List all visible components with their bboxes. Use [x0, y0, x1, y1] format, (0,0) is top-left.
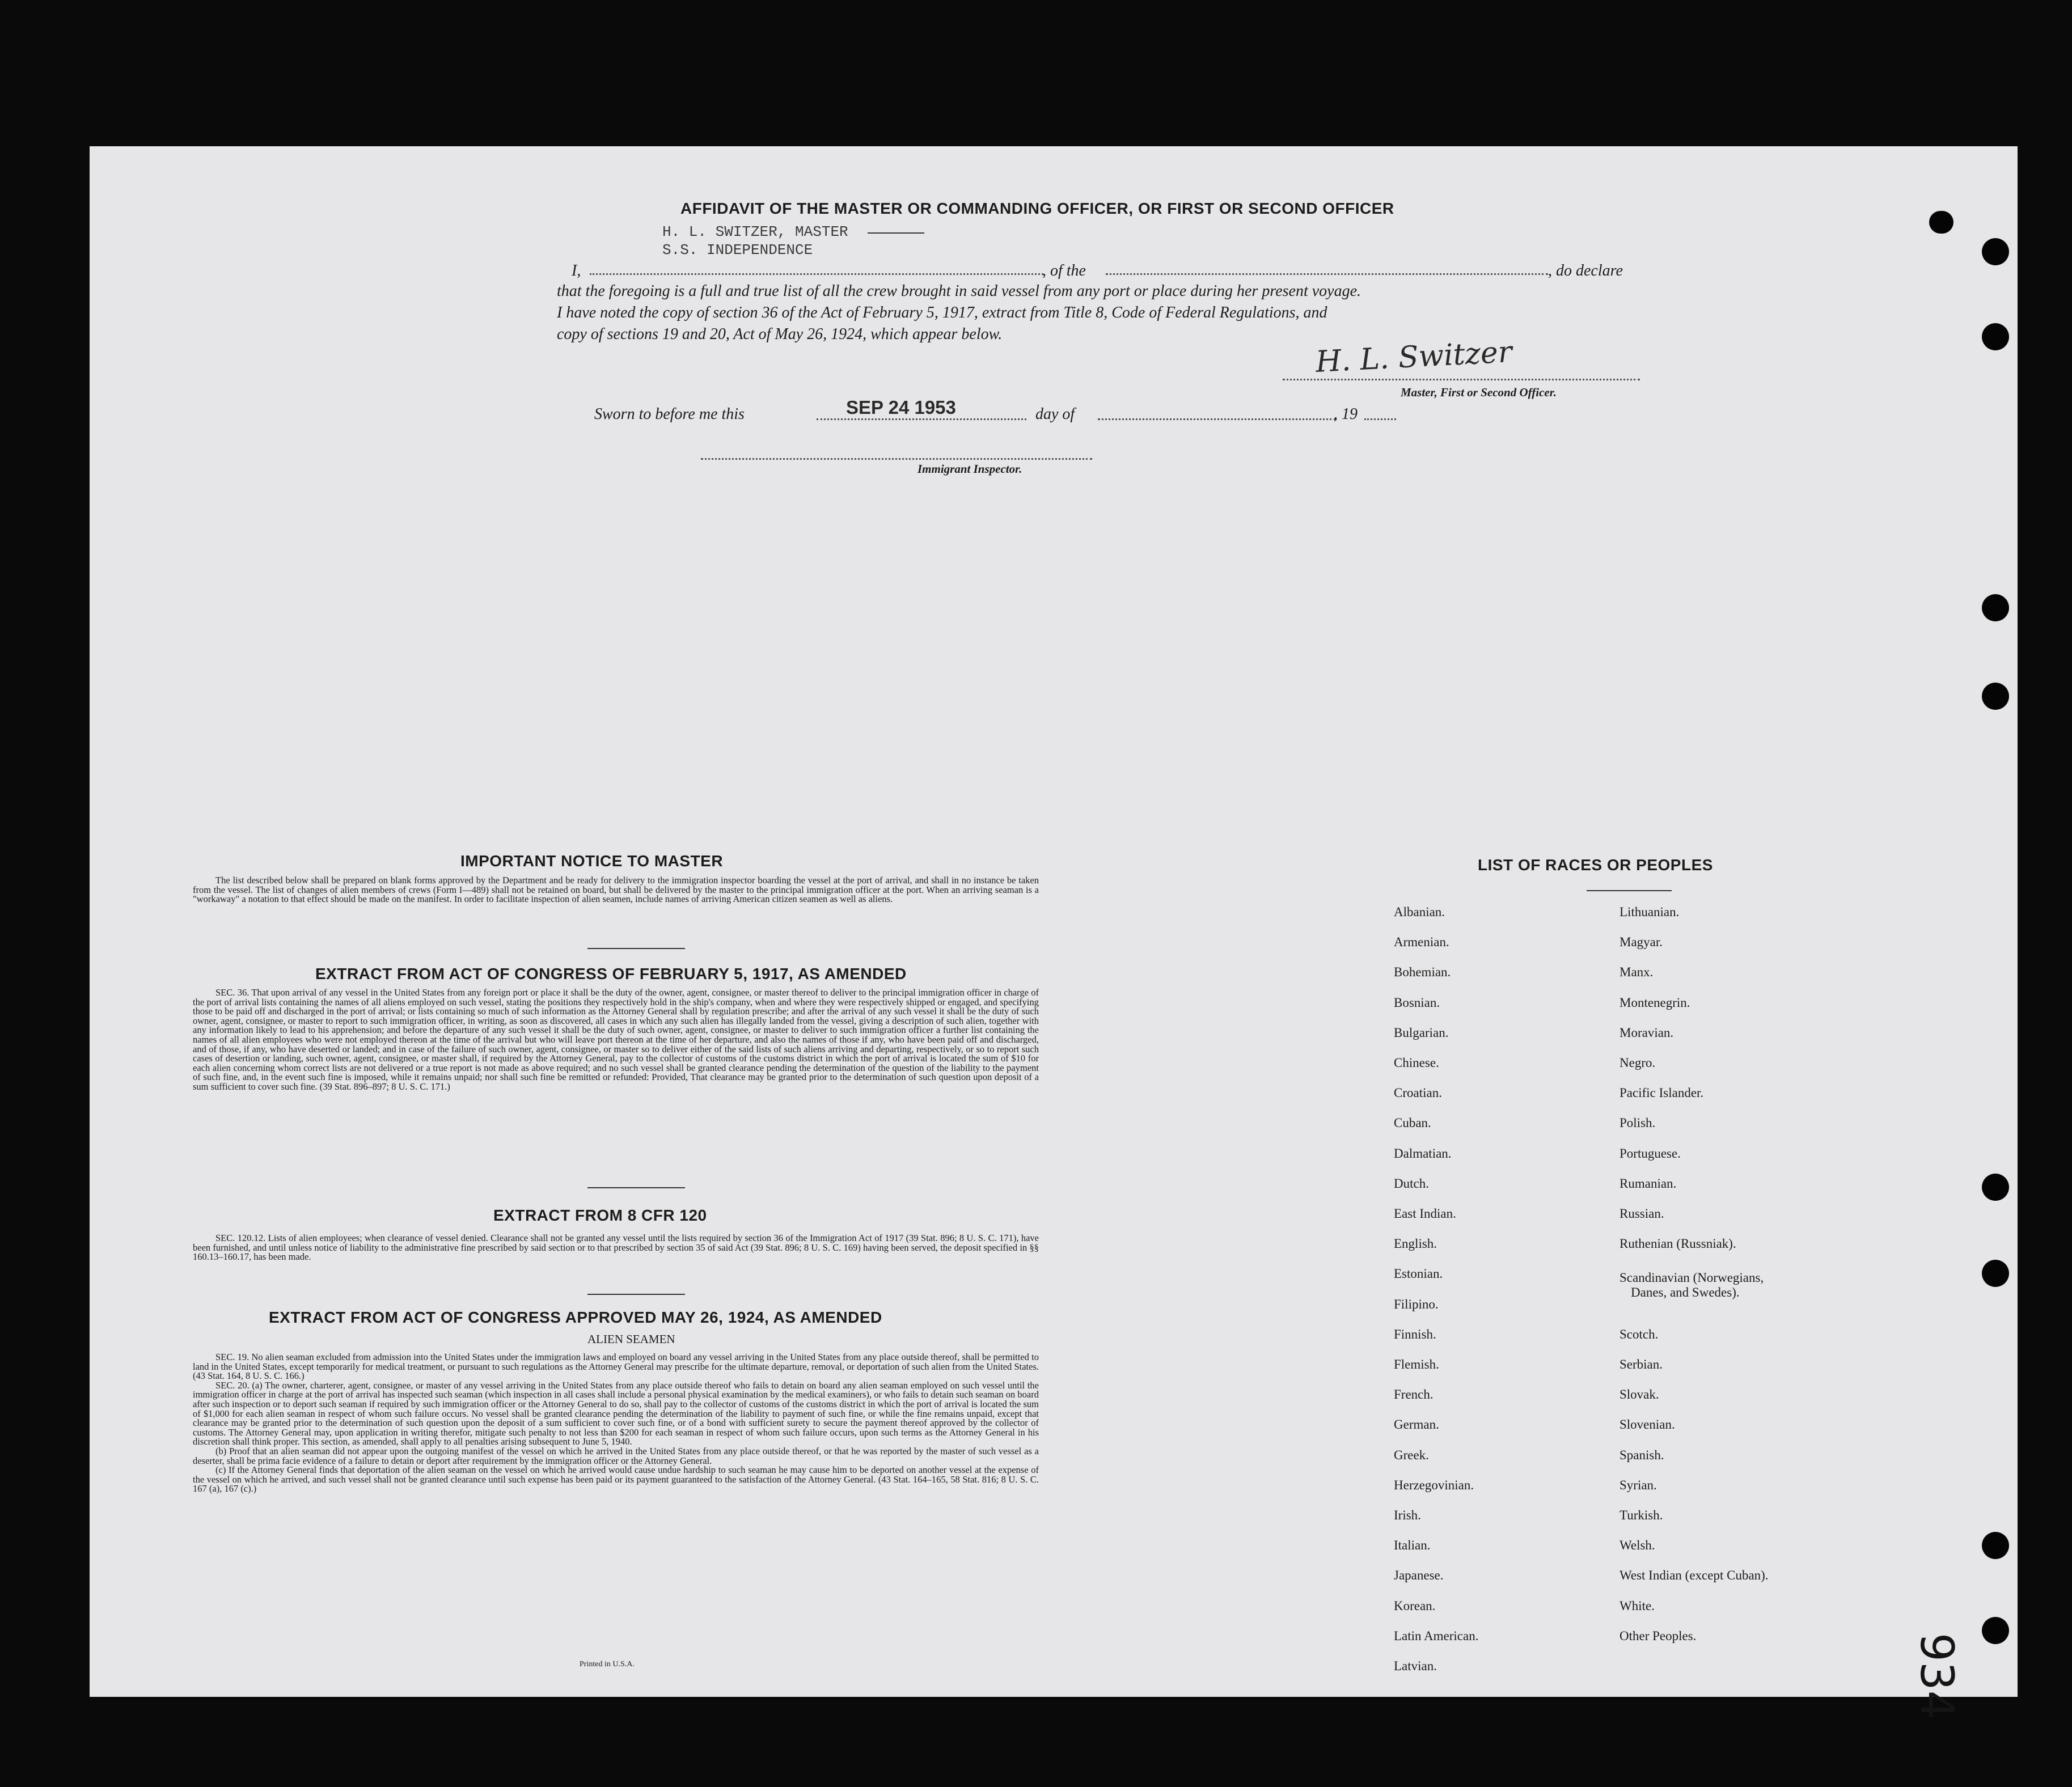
punch-hole: [1982, 1617, 2009, 1644]
race-item: Japanese.: [1394, 1568, 1444, 1583]
race-item: Armenian.: [1394, 935, 1449, 950]
punch-hole: [1982, 1174, 2009, 1201]
divider: [1587, 890, 1672, 891]
vessel-blank-line: [1106, 273, 1548, 275]
race-item: Welsh.: [1619, 1538, 1655, 1553]
extract-1924-body: [193, 1353, 1039, 1494]
race-item: English.: [1394, 1236, 1437, 1251]
race-item: Portuguese.: [1619, 1146, 1681, 1161]
month-blank-line: [1098, 418, 1336, 420]
race-item: West Indian (except Cuban).: [1619, 1568, 1769, 1583]
race-item: French.: [1394, 1387, 1434, 1402]
affidavit-of-the: , of the: [1042, 262, 1086, 280]
affidavit-title: AFFIDAVIT OF THE MASTER OR COMMANDING OFFICER, OR FIRST OR SECOND OFFICER: [680, 200, 1394, 217]
race-item: Syrian.: [1619, 1477, 1657, 1492]
race-item: Negro.: [1619, 1056, 1656, 1070]
race-item: Serbian.: [1619, 1357, 1663, 1371]
race-item: Danes, and Swedes).: [1631, 1285, 1740, 1300]
race-item: Korean.: [1394, 1598, 1436, 1613]
year-blank-line: [1364, 418, 1396, 420]
sec20c-paragraph: (c) If the Attorney General finds that deportation of the alien seaman on the vessel on which he arrived would cause undue hardship to such seaman he may cause him to be deported on another vessel at the expense of the vessel on which he arrived, and such vessel shall not be granted clearance until such expense has been paid or its payment guaranteed to the satisfaction of the Attorney General. (43 Stat. 164–165, 58 Stat. 816; 8 U. S. C. 167 (a), 167 (c).): [193, 1464, 1039, 1494]
race-item: Ruthenian (Russniak).: [1619, 1236, 1736, 1251]
race-item: Polish.: [1619, 1116, 1656, 1130]
race-item: Magyar.: [1619, 935, 1663, 950]
race-item: Flemish.: [1394, 1357, 1439, 1371]
race-item: Croatian.: [1394, 1086, 1442, 1100]
race-item: White.: [1619, 1598, 1655, 1613]
race-item: Scandinavian (Norwegians,: [1619, 1271, 1764, 1285]
race-item: Herzegovinian.: [1394, 1477, 1474, 1492]
race-item: Turkish.: [1619, 1508, 1663, 1522]
race-item: German.: [1394, 1417, 1439, 1432]
sec20a-paragraph: SEC. 20. (a) The owner, charterer, agent, consignee, or master of any vessel arriving in the United States from any place outside thereof who fails to detain on board any alien seaman employed on such vessel until the immigration officer in charge at the port of arrival has inspected such seaman (which inspection in all cases shall include a personal physical examination by the medical examiners), or who fails to detain such seaman on board after such inspection or to deport such seaman if required by such immigration officer or the Attorney General to do so, shall pay to the collector of customs of the customs district in which the port of arrival is located the sum of $1,000 for each alien seaman in respect of whom such failure occurs. No vessel shall be granted clearance pending the determination of the liability to payment of such fine, or while the fine remains unpaid, except that clearance may be granted prior to the determination of such question upon the deposit of a sum sufficient to cover such fine, or of a bond with sufficient surety to secure the payment thereof approved by the collector of customs. The Attorney General may, upon application in writing therefor, mitigate such penalty to not less than $200 for each seaman in respect of whom such failure occurs, upon such terms as the Attorney General in his discretion shall think proper. This section, as amended, shall apply to all penalties arising subsequent to June 5, 1940.: [193, 1379, 1039, 1447]
race-item: Irish.: [1394, 1508, 1421, 1522]
race-item: Lithuanian.: [1619, 905, 1680, 919]
punch-hole: [1982, 1260, 2009, 1287]
race-item: Spanish.: [1619, 1447, 1664, 1462]
race-item: Italian.: [1394, 1538, 1431, 1553]
name-blank-line: [590, 273, 1043, 275]
races-title: LIST OF RACES OR PEOPLES: [1478, 856, 1713, 874]
race-item: Slovenian.: [1619, 1417, 1675, 1432]
year-prefix: , 19: [1334, 405, 1358, 423]
race-item: Bosnian.: [1394, 995, 1440, 1010]
punch-hole: [1982, 594, 2009, 621]
sec20b-paragraph: (b) Proof that an alien seaman did not appear upon the outgoing manifest of the vessel on which he arrived in the United States from any place outside thereof, or that he was reported by the master of such vessel as a deserter, shall be prima facie evidence of a failure to detain or deport after requirement by the immigration officer or the Attorney General.: [193, 1445, 1039, 1466]
stamp-line-2: S.S. INDEPENDENCE: [662, 242, 813, 259]
race-item: Scotch.: [1619, 1327, 1659, 1341]
punch-hole: [1982, 1532, 2009, 1559]
extract-1917-body: SEC. 36. That upon arrival of any vessel in the United States from any foreign port or place it shall be the duty of the owner, agent, consignee, or master thereof to deliver to the principal immigration officer in charge of the port of arrival lists containing the names of all aliens employed on such vessel, stating the positions they respectively hold in the ship's company, when and where they were respectively shipped or engaged, and specifying those to be paid off and discharged in the port of arrival; or lists containing so much of such information as the Attorney General shall by regulation prescribe; and after the arrival of any such vessel it shall be the duty of such owner, agent, consignee, or master to report to such immigration officer, in writing, as soon as discovered, all cases in which any such alien has illegally landed from the vessel, giving a description of such alien, together with any information likely to lead to his apprehension; and before the departure of any such vessel it shall be the duty of such owner, agent, consignee, or master to deliver to such immigration officer a further list containing the names of all alien employees who were not employed thereon at the time of the arrival but who will leave port thereon at the time of her departure, and also the names of those if any, who have been paid off and discharged, and of those, if any, who have deserted or landed; and in case of the failure of such owner, agent, consignee, or master so to deliver either of the said lists of such aliens arriving and departing, respectively, or so to report such cases of desertion or landing, such owner, agent, consignee, or master shall, if required by the Attorney General, pay to the collector of customs of the customs district in which the port of arrival is located the sum of $10 for each alien concerning whom correct lists are not delivered or a true report is not made as above required; and no such vessel shall be granted clearance pending the determination of the question of the liability to the payment of such fine, and, in the event such fine is imposed, while it remains unpaid; nor shall such fine be remitted or refunded: Provided, That clearance may be granted prior to the determination of such question upon deposit of a sum sufficient to cover such fine. (39 Stat. 896–897; 8 U. S. C. 171.): [193, 987, 1039, 1092]
printed-in-usa: Printed in U.S.A.: [580, 1660, 635, 1669]
affidavit-line-2: that the foregoing is a full and true list of all the crew brought in said vessel from any port or place during her present voyage.: [557, 282, 1361, 300]
punch-hole: [1982, 323, 2009, 350]
race-item: Montenegrin.: [1619, 995, 1690, 1010]
race-item: Dalmatian.: [1394, 1146, 1452, 1161]
stamp-line-1: H. L. SWITZER, MASTER: [662, 223, 848, 240]
race-item: Filipino.: [1394, 1297, 1439, 1311]
divider: [587, 1187, 685, 1188]
sworn-blank-line: [817, 418, 1026, 420]
extract-1924-subtitle: ALIEN SEAMEN: [587, 1332, 675, 1346]
handwritten-page-number: 934: [1910, 1633, 1963, 1720]
race-item: Manx.: [1619, 965, 1654, 980]
race-item: Cuban.: [1394, 1116, 1431, 1130]
punch-hole: [1982, 683, 2009, 710]
race-item: Moravian.: [1619, 1025, 1674, 1040]
race-item: Greek.: [1394, 1447, 1429, 1462]
signature-blank-line: [1283, 379, 1640, 380]
extract-1917-title: EXTRACT FROM ACT OF CONGRESS OF FEBRUARY 5, 1917, AS AMENDED: [315, 965, 907, 983]
extract-cfr-body: SEC. 120.12. Lists of alien employees; when clearance of vessel denied. Clearance shall not be granted any vessel until the lists required by section 36 of the Immigration Act of 1917 (39 Stat. 896; 8 U. S. C. 171), have been furnished, and until unless notice of liability to the administrative fine prescribed by said section or to that prescribed by section 35 of said Act (39 Stat. 896; 8 U. S. C. 169) having been served, the deposit specified in §§ 160.13–160.17, has been made.: [193, 1233, 1039, 1263]
race-item: Russian.: [1619, 1206, 1664, 1221]
punch-hole: [1931, 211, 1953, 234]
inspector-caption: Immigrant Inspector.: [917, 462, 1022, 476]
affidavit-line-3: I have noted the copy of section 36 of the Act of February 5, 1917, extract from Title 8, Code of Federal Regulations, and: [557, 304, 1327, 321]
race-item: Latin American.: [1394, 1628, 1479, 1643]
race-item: East Indian.: [1394, 1206, 1456, 1221]
affidavit-i-label: I,: [572, 262, 581, 280]
signature: H. L. Switzer: [1314, 334, 1513, 380]
race-item: Other Peoples.: [1619, 1628, 1697, 1643]
race-item: Slovak.: [1619, 1387, 1659, 1402]
race-item: Finnish.: [1394, 1327, 1436, 1341]
signature-caption: Master, First or Second Officer.: [1401, 386, 1557, 399]
extract-1924-title: EXTRACT FROM ACT OF CONGRESS APPROVED MAY 26, 1924, AS AMENDED: [269, 1309, 882, 1326]
race-item: Pacific Islander.: [1619, 1086, 1704, 1100]
divider: [587, 1294, 685, 1295]
divider: [587, 948, 685, 949]
notice-body: The list described below shall be prepared on blank forms approved by the Department and be ready for delivery to the immigration inspector boarding the vessel at the port of arrival, and shall in no instance be taken from the vessel. The list of changes of alien members of crews (Form I—489) shall not be retained on board, but shall be delivered by the master to the principal immigration officer at the port. When an arriving seaman is a "workaway" a notation to that effect should be made on the manifest. In order to facilitate inspection of alien seamen, include names of arriving American citizen seamen as well as aliens.: [193, 875, 1039, 905]
affidavit-do-declare: , do declare: [1548, 262, 1623, 280]
race-item: Albanian.: [1394, 905, 1445, 919]
extract-cfr-title: EXTRACT FROM 8 CFR 120: [493, 1206, 707, 1224]
day-of-label: day of: [1035, 405, 1075, 423]
sworn-date-stamp: SEP 24 1953: [846, 397, 956, 418]
notice-title: IMPORTANT NOTICE TO MASTER: [460, 852, 724, 870]
inspector-blank-line: [701, 458, 1092, 460]
sworn-label: Sworn to before me this: [594, 405, 745, 423]
divider: [868, 232, 924, 234]
race-item: Chinese.: [1394, 1056, 1439, 1070]
race-item: Bulgarian.: [1394, 1025, 1449, 1040]
race-item: Estonian.: [1394, 1267, 1443, 1281]
race-item: Dutch.: [1394, 1176, 1429, 1191]
race-item: Rumanian.: [1619, 1176, 1677, 1191]
punch-hole: [1982, 238, 2009, 265]
sec19-paragraph: SEC. 19. No alien seaman excluded from admission into the United States under the immigration laws and employed on board any vessel arriving in the United States from any place outside thereof, shall be permitted to land in the United States, except temporarily for medical treatment, or pursuant to such regulations as the Attorney General may prescribe for the ultimate departure, removal, or deportation of such alien from the United States. (43 Stat. 164, 8 U. S. C. 166.): [193, 1352, 1039, 1382]
race-item: Bohemian.: [1394, 965, 1451, 980]
race-item: Latvian.: [1394, 1659, 1437, 1673]
affidavit-line-4: copy of sections 19 and 20, Act of May 26, 1924, which appear below.: [557, 325, 1003, 343]
